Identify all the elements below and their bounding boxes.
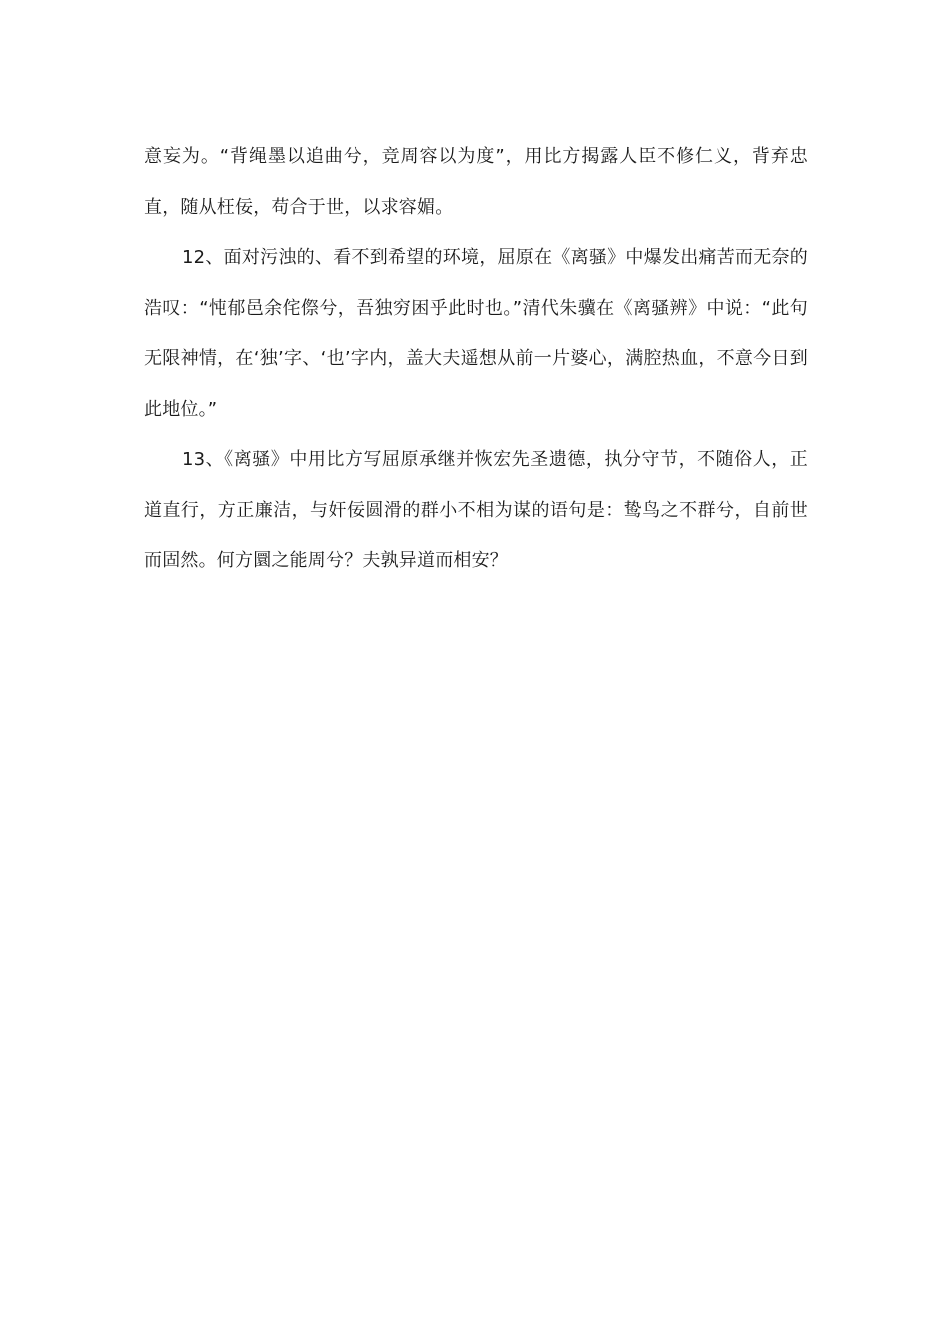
paragraph-item-12: 12、面对污浊的、看不到希望的环境，屈原在《离骚》中爆发出痛苦而无奈的浩叹：“忳郁邑余侘傺兮，吾独穷困乎此时也。”清代朱骥在《离骚辨》中说：“此句无限神情，在‘独’字、‘也’字内，盖大夫遥想从前一片婆心，满腔热血，不意今日到此地位。” [144, 247, 808, 420]
paragraph-item-13: 13、《离骚》中用比方写屈原承继并恢宏先圣遗德，执分守节，不随俗人，正道直行，方正廉洁，与奸佞圆滑的群小不相为谋的语句是：鸷鸟之不群兮，自前世而固然。何方圜之能周兮？夫孰异道而相安？ [144, 449, 808, 571]
document-body [144, 132, 808, 587]
paragraph-continuation: 意妄为。“背绳墨以追曲兮，竞周容以为度”，用比方揭露人臣不修仁义，背弃忠直，随从枉佞，苟合于世，以求容媚。 [144, 146, 808, 218]
